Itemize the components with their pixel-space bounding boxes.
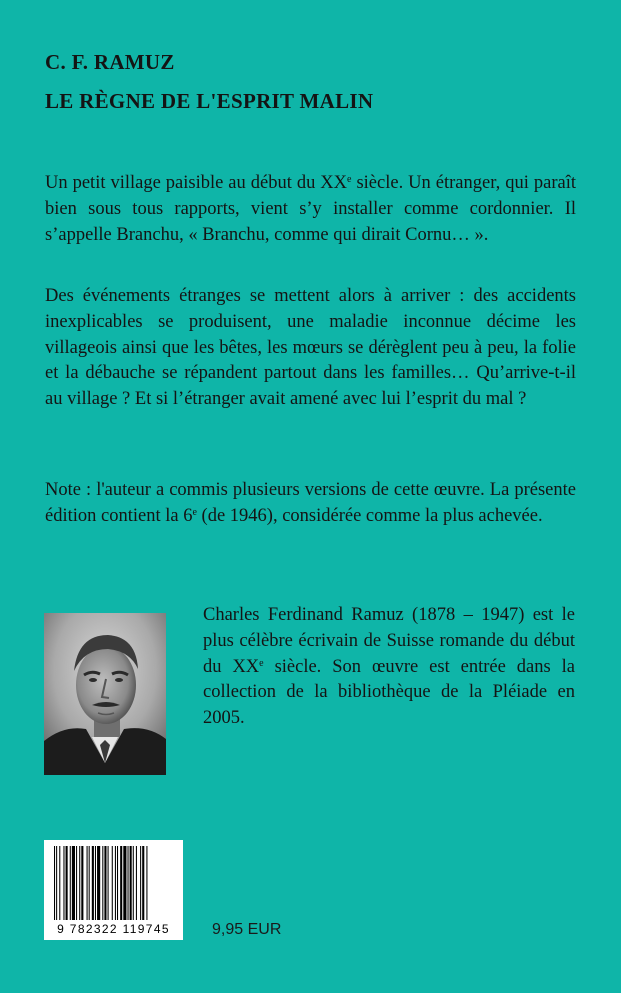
barcode-bar: [120, 846, 122, 920]
barcode-bar: [104, 846, 106, 920]
barcode-bar: [97, 846, 100, 920]
barcode-bar: [136, 846, 137, 920]
summary-paragraph-2: Des événements étranges se mettent alors à arriver : des accidents inexplicables se produisent, une maladie inconnue décime les villageois ainsi que les bêtes, les mœurs se dérèglent peu à peu, la folie et la débauche se répandent partout dans les familles… Qu’arrive-t-il au village ? Et si l’étranger avait amené avec lui l’esprit du mal ?: [45, 286, 576, 410]
barcode-bar: [130, 846, 132, 920]
text-span: (de 1946), considérée comme la plus achevée.: [196, 505, 543, 526]
author-name: C. F. RAMUZ: [45, 50, 175, 74]
barcode-bar: [87, 846, 88, 920]
superscript: e: [347, 174, 352, 185]
barcode-bar: [89, 846, 90, 920]
superscript: e: [259, 657, 264, 669]
barcode-bar: [115, 846, 116, 920]
summary-paragraph-1: [45, 171, 576, 248]
barcode-bar: [95, 846, 96, 920]
barcode-bar: [56, 846, 57, 920]
barcode-bar: [54, 846, 55, 920]
barcode-bar: [140, 846, 141, 920]
barcode-bar: [112, 846, 113, 920]
barcode-bar: [70, 846, 71, 920]
barcode-bar: [79, 846, 80, 920]
barcode-bar: [81, 846, 83, 920]
text-span: Un petit village paisible au début du XX: [45, 173, 348, 193]
barcode-bar: [59, 846, 60, 920]
isbn-barcode: [44, 840, 183, 940]
barcode-bar: [146, 846, 147, 920]
barcode-bar: [76, 846, 77, 920]
text-span: siècle. Son œuvre est entrée dans la collection de la bibliothèque de la Pléiade en 2005.: [203, 656, 575, 729]
author-biography: [203, 603, 575, 732]
edition-note: [45, 478, 576, 530]
barcode-bar: [128, 846, 129, 920]
author-portrait: [44, 613, 166, 775]
barcode-bar: [63, 846, 64, 920]
text-span: Charles Ferdinand Ramuz (1878 – 1947) est le plus célèbre écrivain de Suisse romande du début du XX: [203, 605, 575, 677]
text-span: Note : l'auteur a commis plusieurs versions de cette œuvre. La présente édition contient la 6: [45, 480, 576, 526]
price: 9,95 EUR: [212, 921, 282, 938]
portrait-photo: [44, 613, 166, 775]
book-title: LE RÈGNE DE L'ESPRIT MALIN: [45, 89, 374, 113]
barcode-bar: [133, 846, 134, 920]
barcode-bars: [44, 840, 183, 922]
barcode-bar: [66, 846, 68, 920]
barcode-bar: [117, 846, 118, 920]
barcode-bar: [108, 846, 109, 920]
text-span: siècle. Un étranger, qui paraît bien sous tous rapports, vient s’y installer comme cordonnier. Il s’appelle Branchu, « Branchu, comme qui dirait Cornu… ».: [45, 173, 576, 245]
barcode-digits: 9 782322 119745: [57, 922, 170, 936]
barcode-bar: [102, 846, 103, 920]
barcode-bar: [123, 846, 126, 920]
barcode-bar: [92, 846, 94, 920]
barcode-bar: [142, 846, 144, 920]
superscript: e: [192, 506, 197, 518]
barcode-bar: [72, 846, 75, 920]
